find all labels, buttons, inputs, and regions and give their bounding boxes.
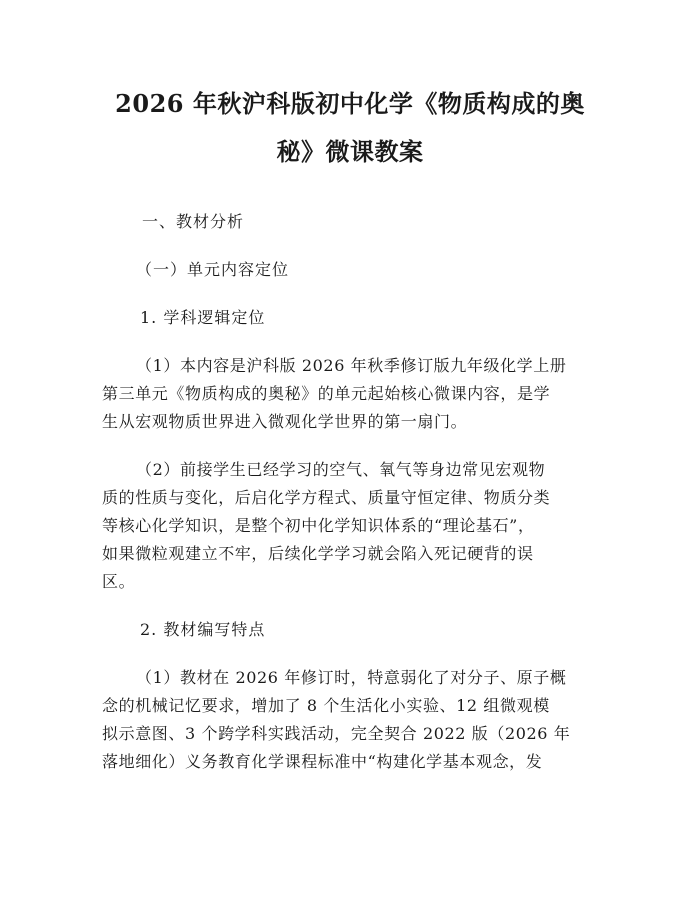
paragraph-3-line: （1）教材在 2026 年修订时，特意弱化了对分子、原子概 (136, 668, 567, 687)
paragraph-2-line: 等核心化学知识，是整个初中化学知识体系的“理论基石”， (102, 516, 535, 535)
paragraph-2-line: （2）前接学生已经学习的空气、氧气等身边常见宏观物 (136, 460, 546, 479)
paragraph-3-line: 落地细化）义务教育化学课程标准中“构建化学基本观念，发 (102, 752, 543, 771)
paragraph-1-line: （1）本内容是沪科版 2026 年秋季修订版九年级化学上册 (136, 356, 567, 375)
paragraph-2-line: 如果微粒观建立不牢，后续化学学习就会陷入死记硬背的误 (102, 544, 534, 563)
paragraph-2-line: 区。 (102, 572, 136, 591)
paragraph-3-line: 念的机械记忆要求，增加了 8 个生活化小实验、12 组微观模 (102, 696, 550, 715)
paragraph-3 (102, 664, 598, 776)
item-heading-logic-positioning: 1. 学科逻辑定位 (140, 308, 266, 327)
title-line-2: 秘》微课教案 (276, 137, 424, 166)
paragraph-1-line: 第三单元《物质构成的奥秘》的单元起始核心微课内容，是学 (102, 384, 551, 403)
section-heading-textbook-analysis: 一、教材分析 (142, 212, 245, 231)
item-heading-textbook-features: 2. 教材编写特点 (140, 620, 266, 639)
paragraph-1-line: 生从宏观物质世界进入微观化学世界的第一扇门。 (102, 412, 468, 431)
subsection-heading-unit-positioning: （一）单元内容定位 (136, 260, 290, 279)
paragraph-3-line: 拟示意图、3 个跨学科实践活动，完全契合 2022 版（2026 年 (102, 724, 571, 743)
document-title (102, 0, 598, 176)
title-line-1: 2026 年秋沪科版初中化学《物质构成的奥 (115, 89, 585, 118)
paragraph-2-line: 质的性质与变化，后启化学方程式、质量守恒定律、物质分类 (102, 488, 551, 507)
paragraph-2 (102, 456, 598, 596)
paragraph-1 (102, 352, 598, 436)
